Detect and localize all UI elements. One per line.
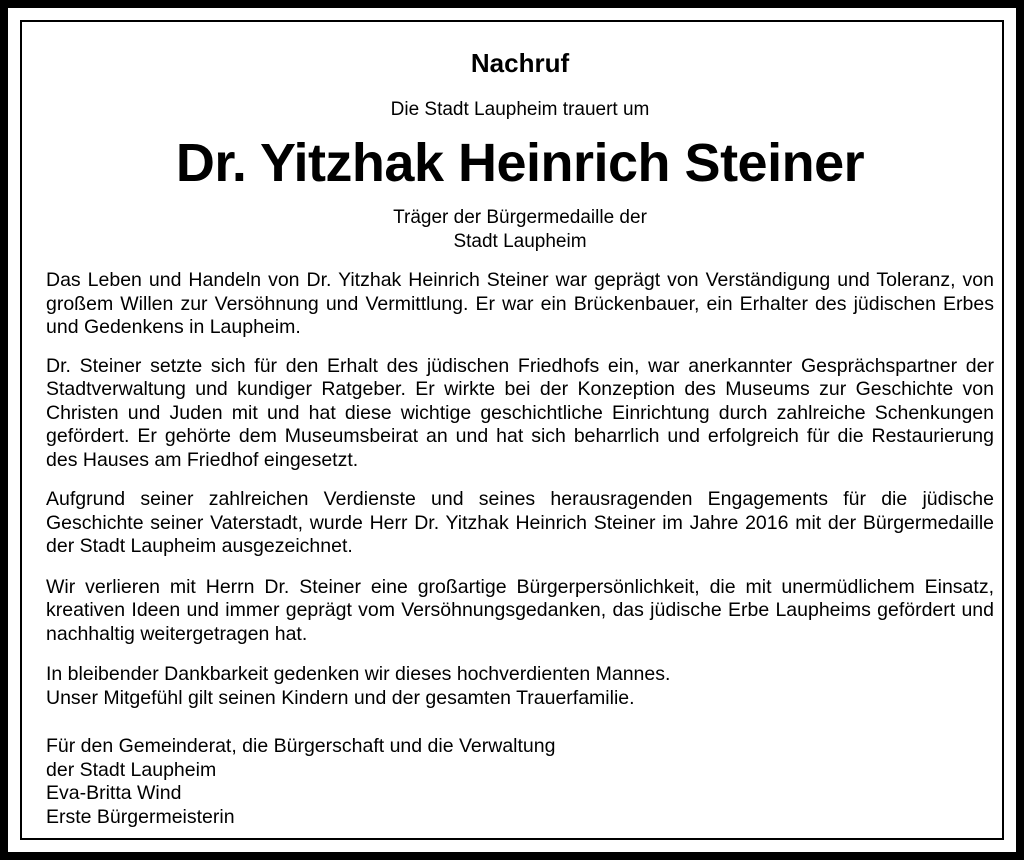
- notice-content: [46, 46, 994, 829]
- signature-line-2: der Stadt Laupheim: [46, 758, 217, 781]
- deceased-name: Dr. Yitzhak Heinrich Steiner: [175, 133, 865, 193]
- honor-line-1: Träger der Bürgermedaille der: [393, 207, 647, 228]
- paragraph-3: Aufgrund seiner zahlreichen Verdienste und seines herausragenden Engagements für die jüdische Geschichte seiner Vaterstadt, wurde Herr Dr. Yitzhak Heinrich Steiner im Jahre 2016 mit der Bürgermedaille der Stadt Laupheim ausgezeichnet.: [46, 488, 994, 557]
- signature-line-1: Für den Gemeinderat, die Bürgerschaft und die Verwaltung: [46, 735, 556, 757]
- closing-line-1: In bleibender Dankbarkeit gedenken wir dieses hochverdienten Mannes.: [46, 663, 671, 685]
- paragraph-1: Das Leben und Handeln von Dr. Yitzhak Heinrich Steiner war geprägt von Verständigung und Toleranz, von großem Willen zur Versöhnung und Vermittlung. Er war ein Brückenbauer, ein Erhalter des jüdischen Erbes und Gedenkens in Laupheim.: [46, 269, 994, 338]
- notice-heading: Nachruf: [470, 48, 570, 78]
- signature-block: [46, 735, 994, 829]
- paragraph-2: Dr. Steiner setzte sich für den Erhalt des jüdischen Friedhofs ein, war anerkannter Gesprächspartner der Stadtverwaltung und kundiger Ratgeber. Er wirkte bei der Konzeption des Museums zur Geschichte von Christen und Juden mit und hat diese wichtige geschichtliche Einrichtung durch zahlreiche Schenkungen gefördert. Er gehörte dem Museumsbeirat an und hat sich beharrlich und erfolgreich für die Restaurierung des Hauses am Friedhof eingesetzt.: [46, 354, 994, 471]
- honor-line-2: Stadt Laupheim: [453, 231, 587, 252]
- honor-title: [46, 206, 994, 254]
- notice-intro: Die Stadt Laupheim trauert um: [390, 99, 650, 120]
- paragraph-4: Wir verlieren mit Herrn Dr. Steiner eine großartige Bürgerpersönlichkeit, die mit unermüdlichem Einsatz, kreativen Ideen und immer geprägt vom Versöhnungsgedanken, das jüdische Erbe Laupheims gefördert und nachhaltig weitergetragen hat.: [46, 575, 994, 645]
- signer-title: Erste Bürgermeisterin: [46, 805, 235, 828]
- signer-name: Eva-Britta Wind: [46, 782, 182, 804]
- closing-line-2: Unser Mitgefühl gilt seinen Kindern und der gesamten Trauerfamilie.: [46, 686, 635, 709]
- closing-paragraph: [46, 663, 994, 710]
